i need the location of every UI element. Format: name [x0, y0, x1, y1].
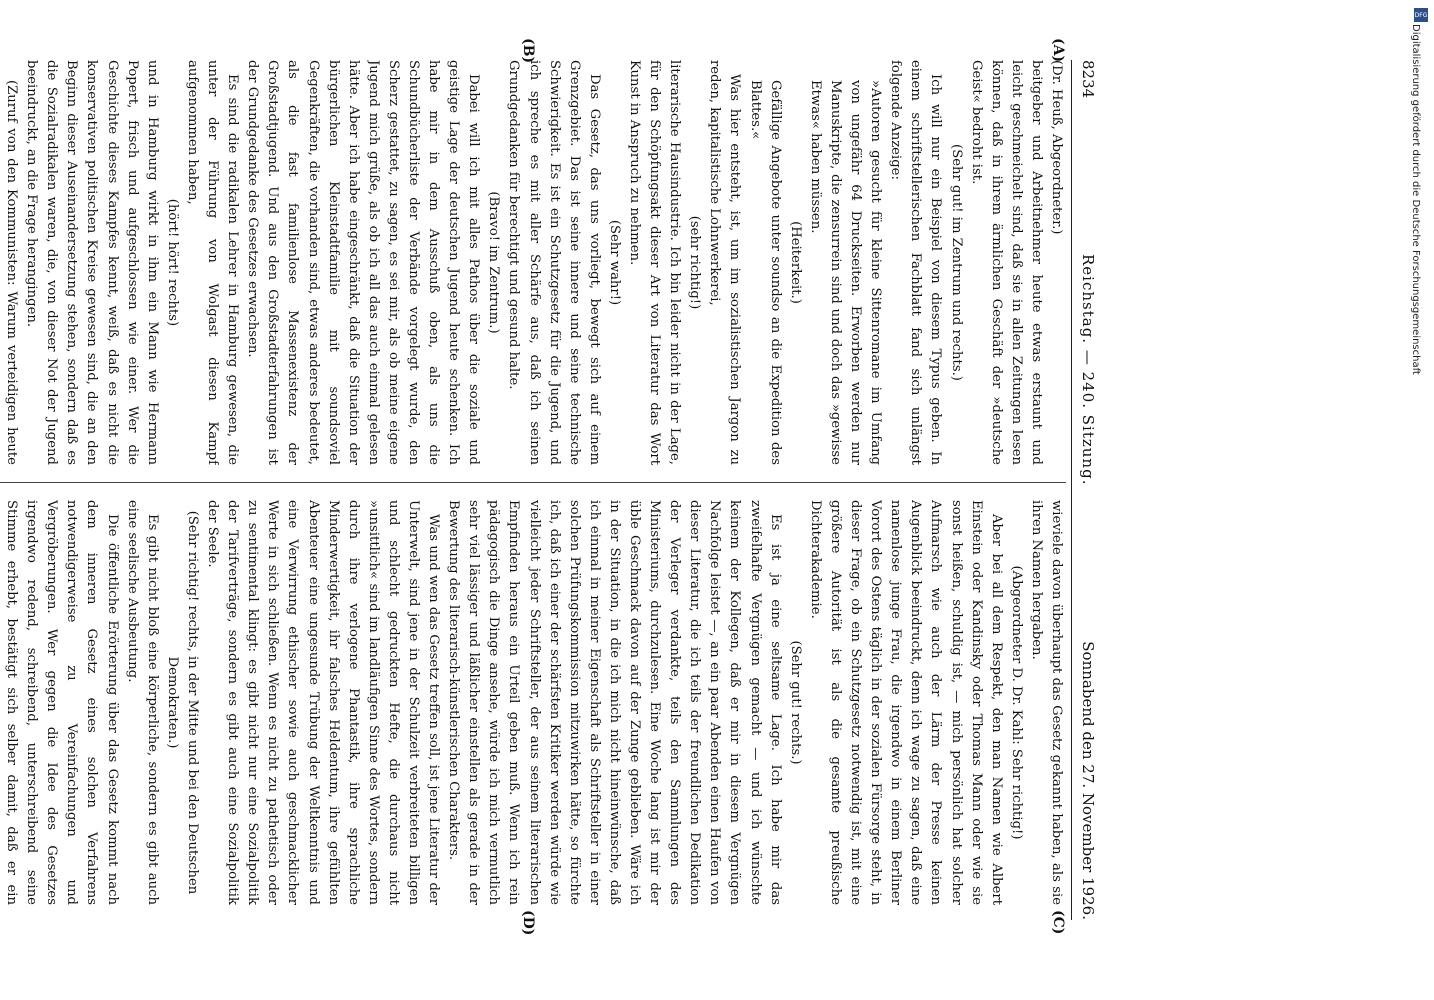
- page-number: 8234: [1079, 60, 1097, 99]
- paragraph: Ich will nur ein Beispiel von diesem Typus geben. In einem schriftstellerischen Fachblatt fand sich unlängst folgende Anzeige:: [888, 60, 944, 465]
- paragraph: Dabei will ich mit alles Pathos über die soziale und geistige Lage der deutschen Jugend heute schenken. Ich habe mir in dem Ausschuß oben, als uns die Schundbücherliste der Verbände vorgelegt wurde, den Scherz gestattet, zu sagen, es sei mir, als ob meine eigene Jugend mich grüße, als ob ich all das auch einmal gelesen hätte. Aber ich habe eingeschränkt, daß die Situation der bürgerlichen Kleinstadtfamilie mit soundsoviel Gegenkräften, die vorhanden sind, etwas anderes bedeutet, als die fast familienlose Massenexistenz der Großstadtjugend. Und aus den Großstadterfahrungen ist der Grundgedanke des Gesetzes erwachsen.: [245, 60, 482, 465]
- interjection: (Bravo! im Zentrum.): [486, 191, 502, 334]
- interjection: (Sehr gut! im Zentrum und rechts.): [948, 144, 964, 381]
- digitization-credit: Digitalisierung gefördert durch die Deutsche Forschungsgemeinschaft: [1410, 24, 1421, 375]
- right-column: [0, 500, 1066, 905]
- paragraph: und in Hamburg wirkt in ihm ein Mann wie Hermann Popert, frisch und aufgeschlossen wie einer. Wer die Geschichte dieses Kampfes kennt, weiß, daß es nicht die konservativen politischen Kreise gewesen sind, die an den Beginn dieser Auseinandersetzung stehen, sondern daß es die Sozialradikalen waren, die, von dieser Not der Jugend beeindruckt, an die Frage herangingen.: [24, 60, 160, 465]
- interjection: (Sehr richtig! rechts, in der Mitte und bei den Deutschen Demokraten.): [164, 510, 200, 895]
- margin-marker-b: (B): [520, 38, 536, 64]
- interjection: (Abgeordneter D. Dr. Kahl: Sehr richtig!): [1008, 565, 1024, 840]
- page-header: [1071, 60, 1098, 920]
- paragraph: Was und wen das Gesetz treffen soll, ist jene Literatur der Unterwelt, sind jene in der Schulzeit verbreiteten billigen und schlecht gedruckten Hefte, die durchaus nicht »unsittlich« sind im landläufigen Sinne des Wortes, sondern durch ihre verlogene Phantastik, ihre sprachliche Minderwertigkeit, ihr falsches Heldentum, ihre gefühlten Abenteuer eine ungesunde Trübung der Weltkenntnis und eine Verwirrung ethischer sowie auch geschmacklicher Werte in sich schließen. Wenn es nicht zu pathetisch oder zu sentimental klingt: es gibt nicht nur eine Sozialpolitik der Tarifverträge, sondern es gibt auch eine Sozialpolitik der Seele.: [205, 500, 442, 905]
- margin-marker-c: (C): [1050, 910, 1066, 935]
- paragraph: beitgeber und Arbeitnehmer heute etwas erstaunt und leicht geschmeichelt sind, daß sie in allen Zeitungen lesen können, daß in ihrem ärmlichen Geschäft der »deutsche Geist« bedroht ist.: [968, 60, 1044, 465]
- interjection: (Sehr wahr!): [606, 219, 622, 306]
- paragraph: wieviele davon überhaupt das Gesetz gekannt haben, als sie ihren Namen hergaben.: [1028, 500, 1064, 905]
- quoted-advertisement: »Autoren gesucht für kleine Sittenromane im Umfang von ungefähr 64 Druckseiten. Erworben werden nur Manuskripte, die zensurrein sind und doch das »gewisse Etwas« haben müssen.: [807, 80, 884, 465]
- paragraph: Die öffentliche Erörterung über das Gesetz kommt nach dem inneren Gesetz eines solchen Verfahrens notwendigerweise zu Vereinfachungen und Vergröberungen. Wer gegen die Idee des Gesetzes irgendwo redend, schreibend, unterschreibend seine Stimme erhebt, bestätigt sich selber damit, daß er ein: [4, 500, 120, 905]
- paragraph: Es sind die radikalen Lehrer in Hamburg gewesen, die unter der Führung von Wolgast diesen Kampf aufgenommen haben,: [184, 60, 241, 465]
- paragraph: Es gibt nicht bloß eine körperliche, sondern es gibt auch eine seelische Ausbeutung.: [124, 500, 160, 905]
- paragraph: Aber bei all dem Respekt, den man Namen wie Albert Einstein oder Kandinsky oder Thomas Mann oder wie sie sonst heißen, schuldig ist, — mich persönlich hat solcher Aufmarsch wie auch der Lärm der Presse keinen Augenblick beeindruckt, denn ich wage zu sagen, daß eine namenlose junge Frau, die irgendwo in einem Berliner Vorort des Ostens täglich in der sozialen Fürsorge steht, in dieser Frage, ob ein Schutzgesetz notwendig ist, mit eine größere Autorität ist als die gesamte preußische Dichterakademie.: [807, 500, 1004, 905]
- interjection: (Zuruf von den Kommunisten: Warum verteidigen heute: [4, 80, 20, 465]
- interjection: (sehr richtig!): [687, 215, 703, 310]
- dfg-logo: DFG: [1414, 8, 1428, 22]
- session-date: Sonnabend den 27. November 1926.: [1079, 641, 1097, 920]
- quoted-advertisement: Gefällige Angebote unter soundso an die Expedition des Blattes.«: [747, 80, 783, 465]
- document-page: [0, 38, 1098, 936]
- paragraph: Es ist ja eine seltsame Lage. Ich habe mir das zweifelhafte Vergnügen gemacht — und ich wünschte keinem der Kollegen, daß er mir in diesem Vergnügen Nachfolge leistet —, an ein paar Abenden einen Haufen von dieser Literatur, die ich teils der freundlichen Dedikation der Verleger verdankte, teils den Sammlungen des Ministeriums, durchzulesen. Eine Woche lang ist mir der üble Geschmack davon auf der Zunge geblieben. Wäre ich in der Situation, in die ich mich nicht hineinwünsche, daß ich einmal in meiner Eigenschaft als Schriftsteller in einer solchen Prüfungskommission mitzuwirken hätte, so fürchte ich, daß ich einer der schärfsten Kritiker werden würde wie vielleicht jeder Schriftsteller, der aus seinem literarischen Empfinden heraus ein Urteil geben muß. Wenn ich rein pädagogisch die Dinge ansehe, würde ich mich vermutlich sehr viel lässiger und läßlicher einstellen als gerade in der Bewertung des literarisch-künstlerischen Charakters.: [446, 500, 783, 905]
- interjection: (Sehr gut! rechts.): [787, 640, 803, 765]
- session-title: Reichstag. — 240. Sitzung.: [1079, 254, 1097, 486]
- speaker-line: (Dr. Heuß, Abgeordneter.): [1049, 60, 1064, 235]
- paragraph: Das Gesetz, das uns vorliegt, bewegt sich auf einem Grenzgebiet. Das ist seine innere und seine technische Schwierigkeit. Es ist ein Schutzgesetz für die Jugend, und ich spreche es mit aller Schärfe aus, daß ich seinen Grundgedanken für berechtigt und gesund halte.: [506, 60, 602, 465]
- left-column: [0, 60, 1066, 465]
- column-divider: [0, 482, 1066, 483]
- interjection: (Heiterkeit.): [787, 221, 803, 304]
- margin-marker-d: (D): [520, 910, 536, 936]
- interjection: (hört! hört! rechts): [164, 198, 180, 327]
- paragraph: Was hier entsteht, ist, um im sozialistischen Jargon zu reden, kapitalistische Lohnwerkerei,: [707, 60, 743, 465]
- margin-marker-a: (A): [1050, 38, 1066, 63]
- paragraph: literarische Hausindustrie. Ich bin leider nicht in der Lage, für den Schöpfungsakt dieser Art von Literatur das Wort Kunst in Anspruch zu nehmen.: [627, 60, 683, 465]
